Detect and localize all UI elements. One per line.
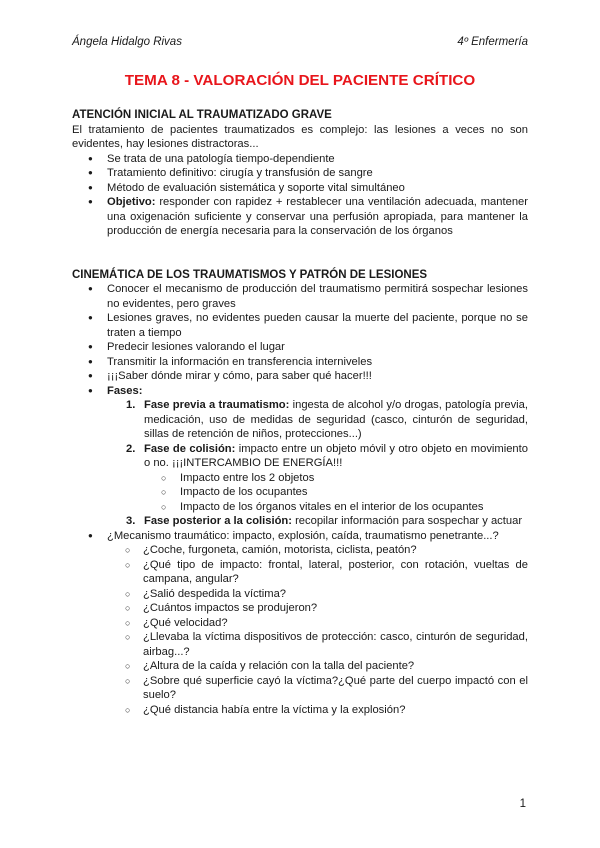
phase-number: 1. (126, 399, 136, 411)
section2-bullet-list (72, 282, 528, 398)
phase-text: impacto entre un objeto móvil y otro objeto en movimiento o no. ¡¡¡INTERCAMBIO DE ENERGÍA!!! (144, 442, 528, 469)
phase-number: 2. (126, 442, 136, 455)
phase-text: recopilar información para sospechar y actuar (291, 515, 523, 527)
section-heading-cinematica: CINEMÁTICA DE LOS TRAUMATISMOS Y PATRÓN DE LESIONES (72, 268, 428, 281)
impact-list (72, 471, 528, 515)
list-item-mechanism: ● ¿Mecanismo traumático: impacto, explosión, caída, traumatismo penetrante...? (72, 529, 528, 544)
phase-number: 3. (126, 515, 136, 527)
question-item: ○ ¿Qué distancia había entre la víctima y la explosión? (72, 703, 528, 718)
question-item: ○ ¿Llevaba la víctima dispositivos de protección: casco, cinturón de seguridad, airbag...? (72, 630, 528, 659)
list-item: ● Se trata de una patología tiempo-dependiente (72, 152, 528, 167)
phase-label: Fase posterior a la colisión: (144, 515, 292, 527)
section1-bullet-list (72, 152, 528, 239)
phase-text: ingesta de alcohol y/o drogas, patología previa, medicación, uso de medidas de seguridad (casco, cinturón de seguridad, sillas de retención de niños, protecciones...) (144, 399, 528, 440)
phases-label: Fases: (107, 384, 143, 397)
impact-item: ○ Impacto entre los 2 objetos (72, 471, 528, 486)
question-item: ○ ¿Qué velocidad? (72, 616, 528, 631)
section-heading-atencion: ATENCIÓN INICIAL AL TRAUMATIZADO GRAVE (72, 109, 332, 121)
question-item: ○ ¿Altura de la caída y relación con la talla del paciente? (72, 659, 528, 674)
questions-list (72, 543, 528, 717)
list-item: ● Conocer el mecanismo de producción del traumatismo permitirá sospechar lesiones no evidentes, pero graves (72, 282, 528, 311)
page-number: 1 (519, 798, 526, 810)
mechanism-list (72, 529, 528, 544)
objective-label: Objetivo: (107, 196, 156, 208)
header-author: Ángela Hidalgo Rivas (72, 36, 182, 48)
section-intro: El tratamiento de pacientes traumatizados es complejo: las lesiones a veces no son evidentes, hay lesiones distractoras... (72, 123, 528, 150)
question-item: ○ ¿Cuántos impactos se produjeron? (72, 601, 528, 616)
phases-list (72, 398, 528, 471)
impact-item: ○ Impacto de los ocupantes (72, 485, 528, 500)
header-course: 4º Enfermería (457, 36, 528, 48)
phase-label: Fase de colisión: (144, 442, 236, 455)
list-item: ● Método de evaluación sistemática y soporte vital simultáneo (72, 181, 528, 196)
question-item: ○ ¿Qué tipo de impacto: frontal, lateral, posterior, con rotación, vueltas de campana, angular? (72, 558, 528, 587)
document-title: TEMA 8 - VALORACIÓN DEL PACIENTE CRÍTICO (124, 72, 476, 89)
list-item: ● Lesiones graves, no evidentes pueden causar la muerte del paciente, porque no se traten a tiempo (72, 311, 528, 340)
phase-item (72, 514, 528, 529)
list-item: ● ¡¡¡Saber dónde mirar y cómo, para saber qué hacer!!! (72, 369, 528, 384)
list-item: ● Predecir lesiones valorando el lugar (72, 340, 528, 355)
phase-item (72, 442, 528, 471)
phase-label: Fase previa a traumatismo: (144, 399, 290, 411)
question-item: ○ ¿Coche, furgoneta, camión, motorista, ciclista, peatón? (72, 543, 528, 558)
list-item: ● Transmitir la información en transferencia interniveles (72, 355, 528, 370)
phases-list-continued (72, 514, 528, 529)
impact-item: ○ Impacto de los órganos vitales en el interior de los ocupantes (72, 500, 528, 515)
list-item: ● Tratamiento definitivo: cirugía y transfusión de sangre (72, 166, 528, 181)
list-item-objective (72, 195, 528, 239)
document-body (72, 108, 528, 717)
list-item-phases (72, 384, 528, 399)
phase-item (72, 398, 528, 442)
question-item: ○ ¿Sobre qué superficie cayó la víctima?¿Qué parte del cuerpo impactó con el suelo? (72, 674, 528, 703)
question-item: ○ ¿Salió despedida la víctima? (72, 587, 528, 602)
objective-text: responder con rapidez + restablecer una ventilación adecuada, mantener una oxigenación suficiente y conservar una perfusión apropiada, para mantener la producción de energía necesaria para la conservación de los órganos (107, 196, 528, 237)
